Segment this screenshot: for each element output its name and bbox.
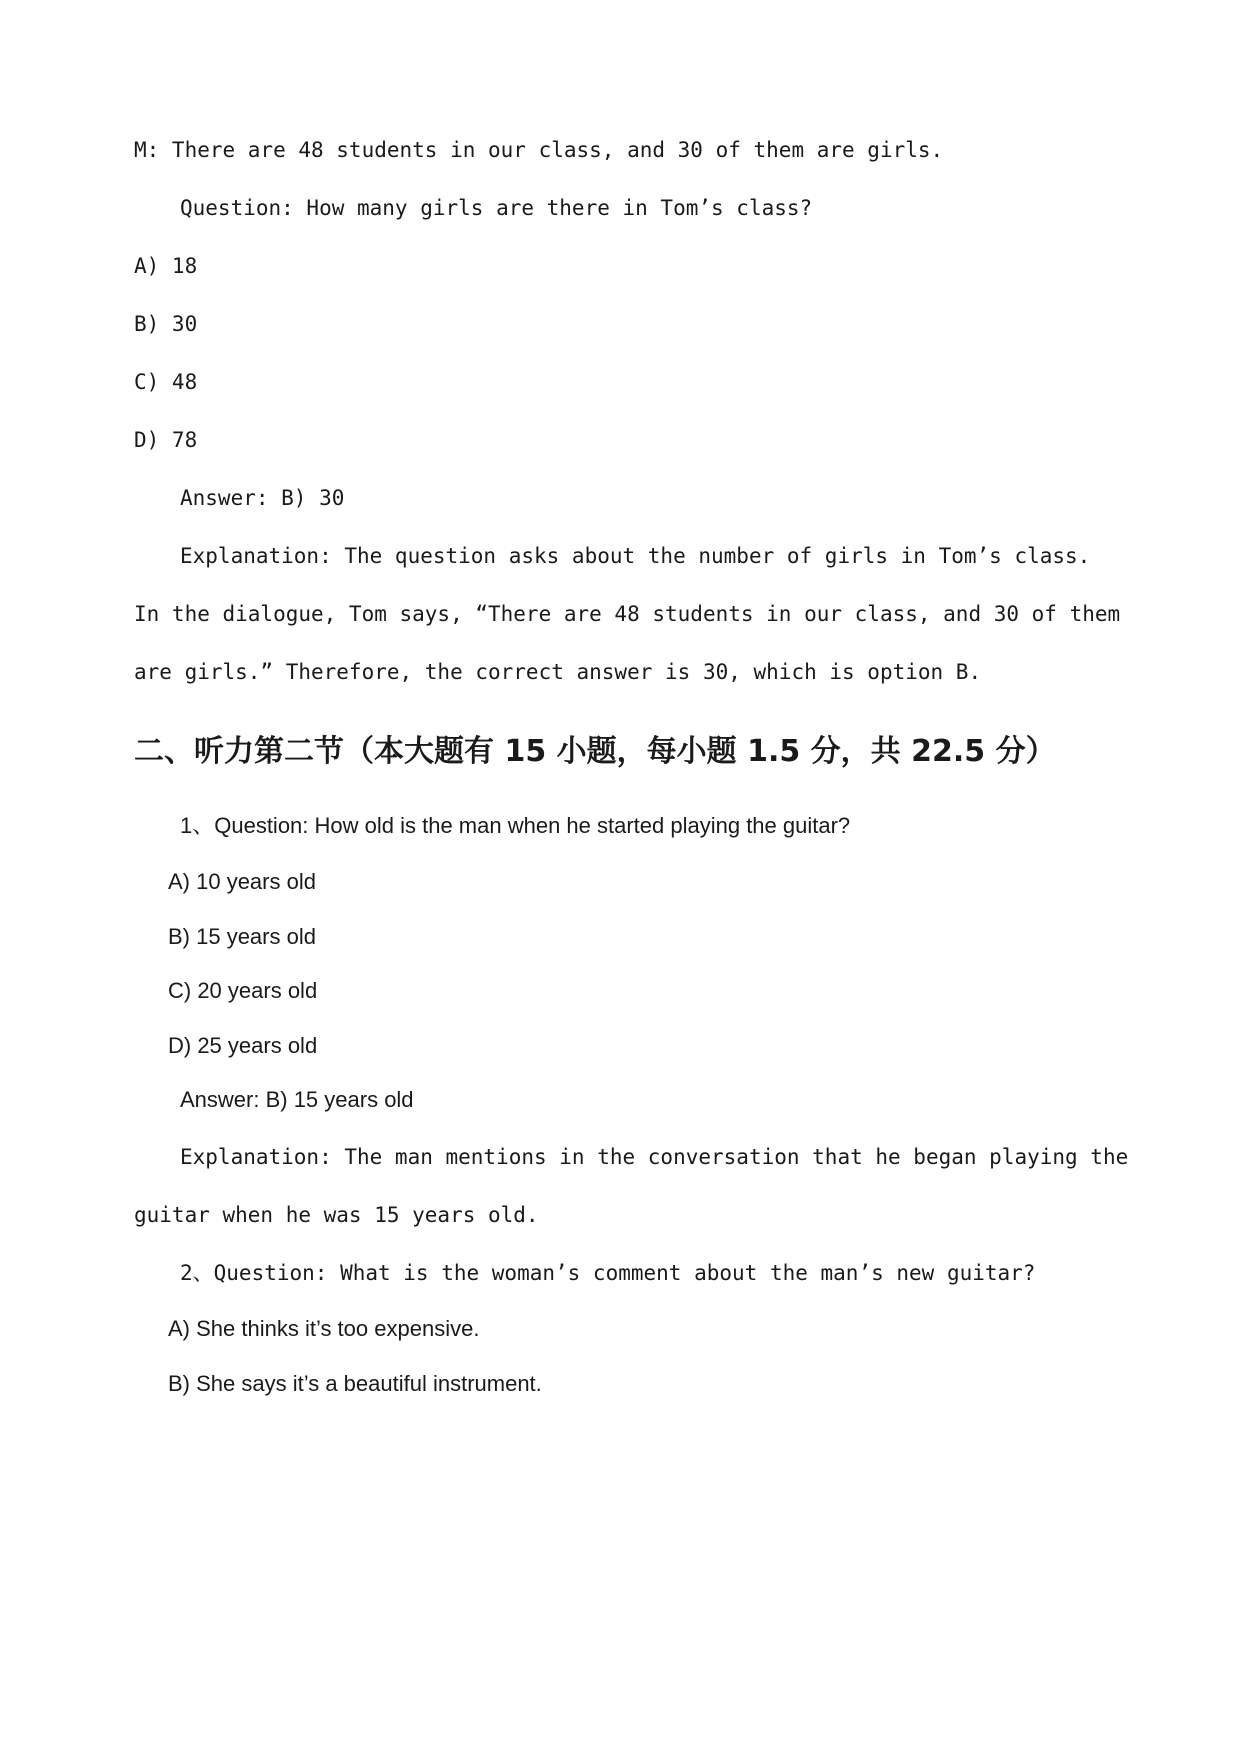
explanation-line: Explanation: The question asks about the number of girls in Tom’s class.	[180, 544, 1091, 568]
answer-text: Answer: B) 15 years old	[180, 1087, 414, 1112]
explanation-line: guitar when he was 15 years old.	[134, 1203, 539, 1227]
explanation-line: are girls.” Therefore, the correct answer is 30, which is option B.	[134, 660, 982, 684]
dialogue-line: M: There are 48 students in our class, and 30 of them are girls.	[134, 138, 944, 162]
option-c: C) 20 years old	[168, 978, 318, 1003]
option-a: A) She thinks it’s too expensive.	[168, 1316, 480, 1341]
option-b: B) She says it’s a beautiful instrument.	[168, 1371, 542, 1396]
option-b: B) 15 years old	[168, 924, 316, 949]
option-a: A) 18	[134, 254, 198, 278]
option-d: D) 78	[134, 428, 198, 452]
option-a: A) 10 years old	[168, 869, 316, 894]
option-d: D) 25 years old	[168, 1033, 318, 1058]
explanation-line: In the dialogue, Tom says, “There are 48 students in our class, and 30 of them	[134, 602, 1121, 626]
answer-text: Answer: B) 30	[180, 486, 345, 510]
question-text: 2、Question: What is the woman’s comment about the man’s new guitar?	[180, 1261, 1036, 1285]
question-text: 1、Question: How old is the man when he started playing the guitar?	[180, 813, 851, 838]
option-b: B) 30	[134, 312, 198, 336]
explanation-line: Explanation: The man mentions in the conversation that he began playing the	[180, 1145, 1129, 1169]
section-heading: 二、听力第二节（本大题有 15 小题，每小题 1.5 分，共 22.5 分）	[134, 734, 1056, 769]
option-c: C) 48	[134, 370, 198, 394]
question-text: Question: How many girls are there in Tom’s class?	[180, 196, 813, 220]
